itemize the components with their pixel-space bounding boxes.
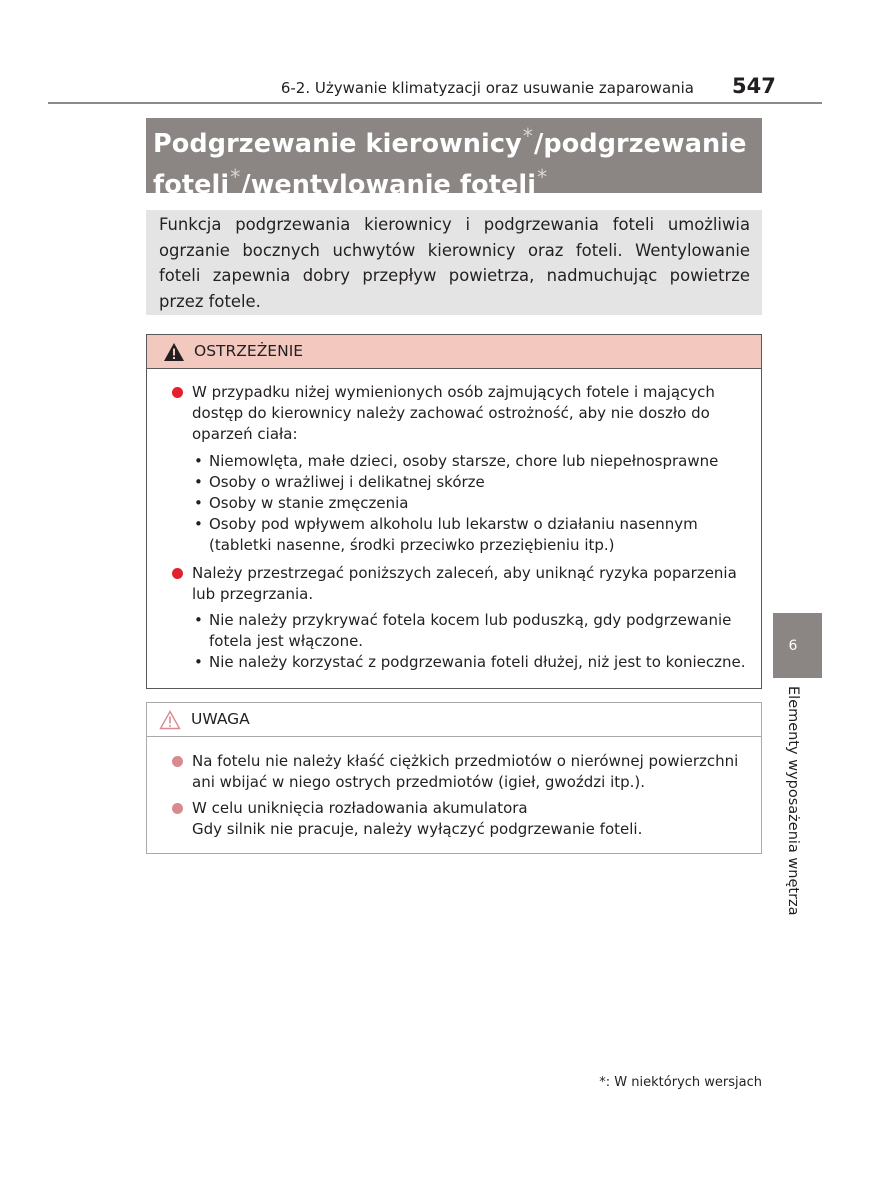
footnote-text: : W niektórych wersjach [605, 1075, 762, 1090]
caution-triangle-icon [159, 710, 181, 730]
bullet-dot-icon [172, 803, 183, 814]
bullet-dot-icon [172, 387, 183, 398]
notice-label: UWAGA [191, 710, 250, 728]
bullet-icon: • [194, 494, 203, 512]
notice-item-2-text: Gdy silnik nie pracuje, należy wyłączyć podgrzewanie foteli. [192, 820, 643, 838]
notice-box [146, 702, 762, 854]
chapter-tab [773, 613, 822, 678]
asterisk-icon: * [522, 124, 533, 148]
warning-triangle-icon [163, 342, 185, 362]
bullet-icon: • [194, 515, 203, 533]
notice-item-1: Na fotelu nie należy kłaść ciężkich przedmiotów o nierównej powierzchni ani wbijać w niego ostrych przedmiotów (igieł, gwoździ itp.). [192, 752, 739, 791]
section-title [146, 118, 762, 200]
warning-subitem: Osoby o wrażliwej i delikatnej skórze [209, 473, 485, 491]
bullet-icon: • [194, 452, 203, 470]
intro-text: Funkcja podgrzewania kierownicy i podgrzewania foteli umożliwia ogrzanie bocznych uchwytów kierownicy oraz foteli. Wentylowanie foteli zapewnia dobry przepływ powietrza, nadmuchując powietrze przez fotele. [159, 215, 750, 311]
header-title: 6-2. Używanie klimatyzacji oraz usuwanie zaparowania [280, 79, 694, 97]
warning-item-1: W przypadku niżej wymienionych osób zajmujących fotele i mających dostęp do kierownicy należy zachować ostrożność, aby nie doszło do oparzeń ciała: [192, 383, 715, 443]
asterisk-icon: * [230, 165, 241, 189]
footnote [599, 1074, 762, 1092]
bullet-icon: • [194, 653, 203, 671]
warning-subitem: Nie należy przykrywać fotela kocem lub poduszką, gdy podgrzewanie fotela jest włączone. [209, 611, 732, 650]
page-number: 547 [732, 74, 776, 98]
bullet-icon: • [194, 473, 203, 491]
chapter-label: Elementy wyposażenia wnętrza [785, 686, 801, 916]
asterisk-icon: * [537, 165, 548, 189]
bullet-dot-icon [172, 568, 183, 579]
intro-box [146, 210, 762, 315]
warning-label: OSTRZEŻENIE [194, 342, 304, 360]
warning-subitem: Osoby w stanie zmęczenia [209, 494, 409, 512]
bullet-dot-icon [172, 756, 183, 767]
section-title-part3: foteli [153, 170, 230, 200]
header-rule [48, 102, 822, 104]
asterisk-icon: * [599, 1075, 606, 1090]
section-title-part2: /podgrzewanie [533, 129, 747, 159]
notice-item-2-title: W celu uniknięcia rozładowania akumulatora [192, 799, 528, 817]
warning-item-2: Należy przestrzegać poniższych zaleceń, aby uniknąć ryzyka poparzenia lub przegrzania. [192, 564, 737, 603]
notice-header [147, 703, 761, 737]
warning-subitem: Niemowlęta, małe dzieci, osoby starsze, chore lub niepełnosprawne [209, 452, 719, 470]
warning-header [147, 335, 761, 369]
chapter-number: 6 [788, 638, 798, 654]
bullet-icon: • [194, 611, 203, 629]
warning-subitem: Nie należy korzystać z podgrzewania foteli dłużej, niż jest to konieczne. [209, 653, 746, 671]
warning-box [146, 334, 762, 689]
warning-subitem: Osoby pod wpływem alkoholu lub lekarstw o działaniu nasennym (tabletki nasenne, środki przeciwko przeziębieniu itp.) [209, 515, 698, 554]
section-title-part1: Podgrzewanie kierownicy [153, 129, 522, 159]
section-title-part4: /wentylowanie foteli [241, 170, 537, 200]
